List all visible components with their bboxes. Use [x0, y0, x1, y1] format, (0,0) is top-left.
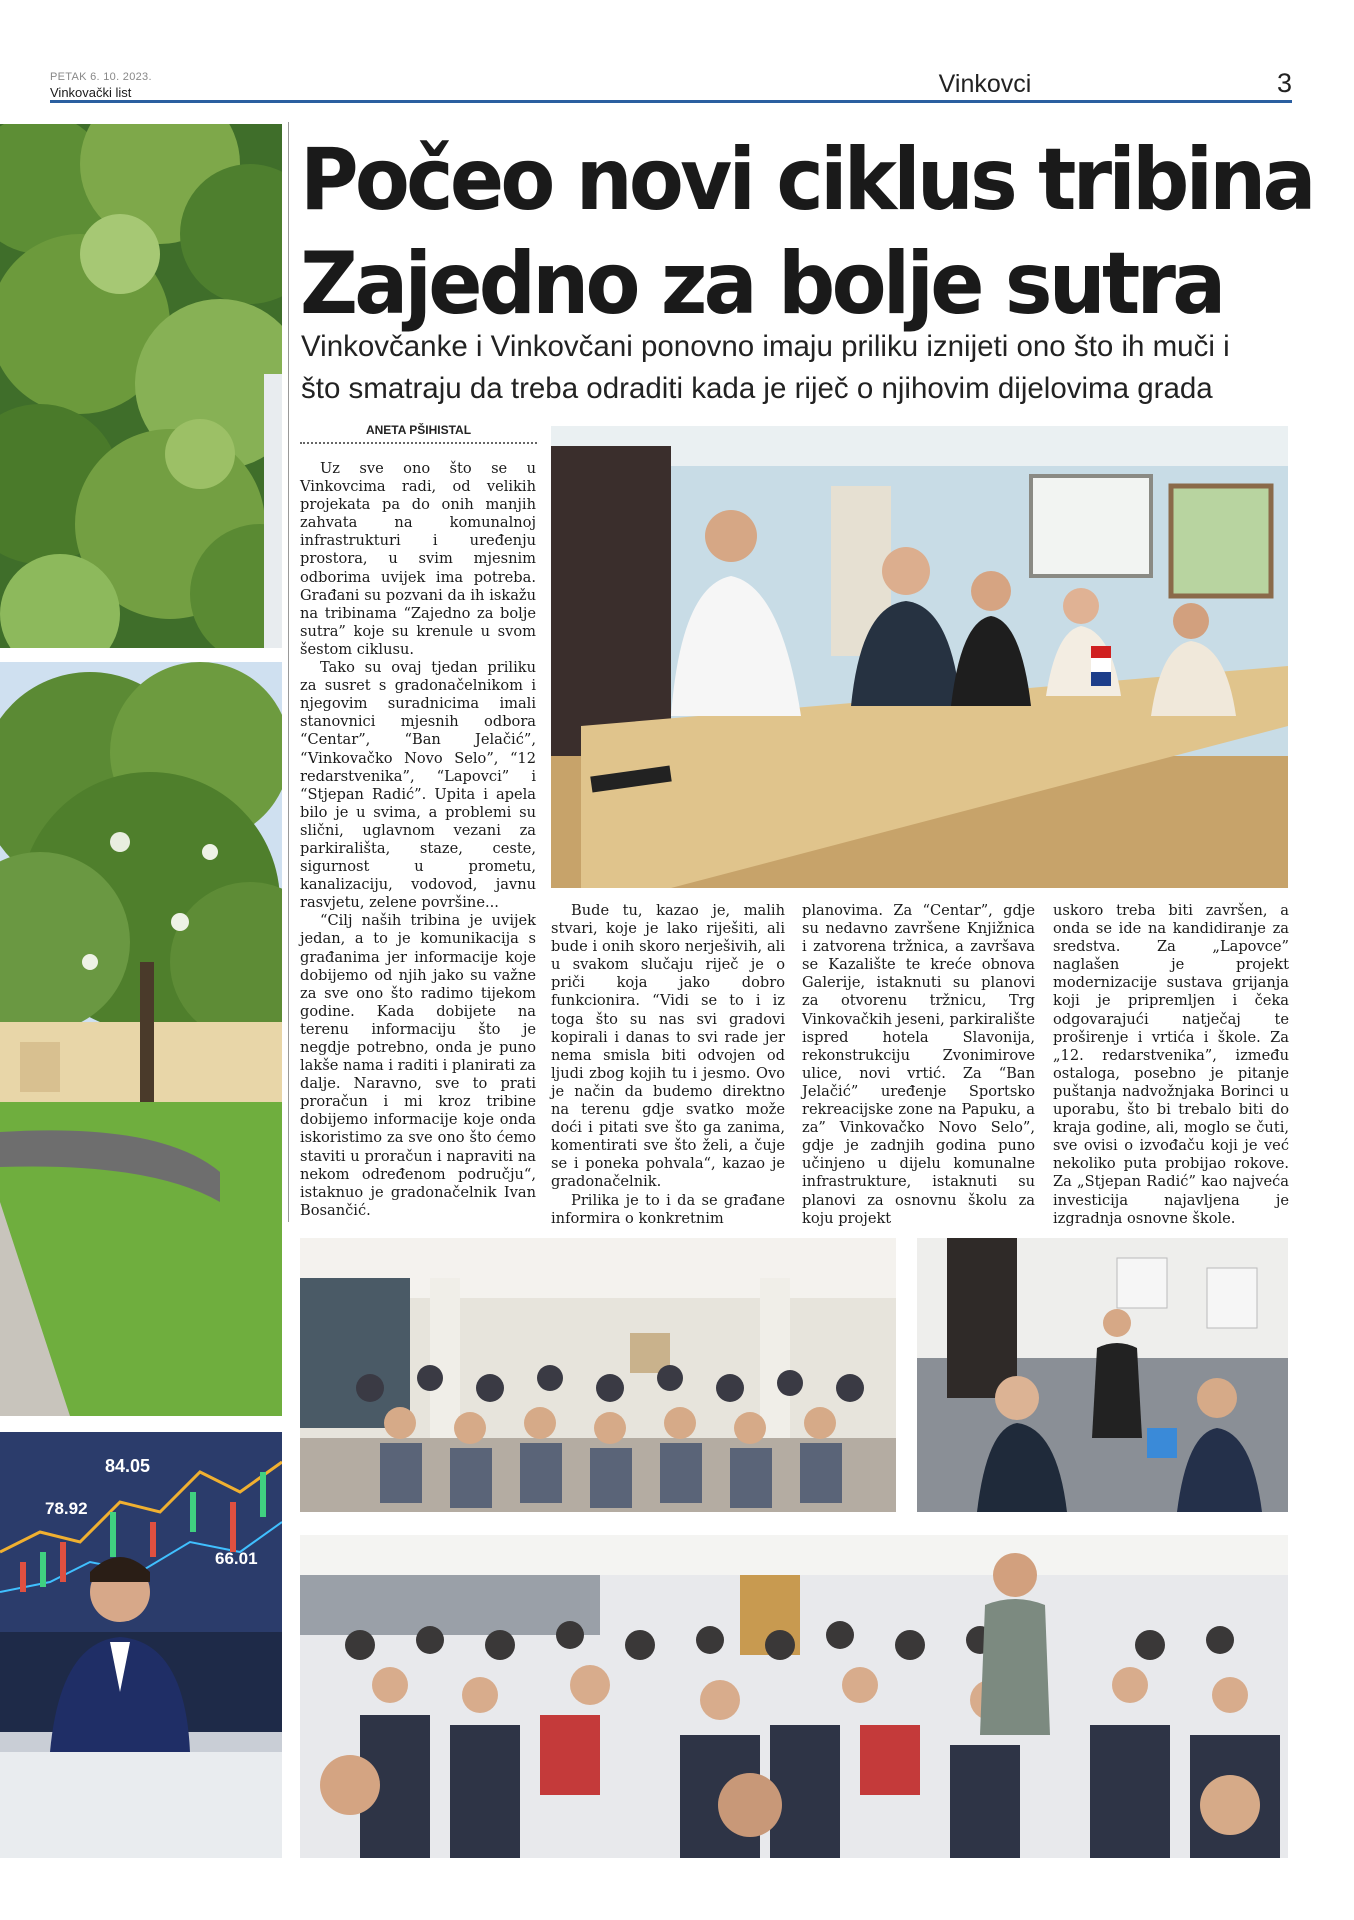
article-subheadline: [301, 326, 1291, 410]
subhead-line-2: što smatraju da treba odraditi kada je riječ o njihovim dijelovima grada: [301, 372, 1213, 405]
paragraph-5-start: Prilika je to i da se građane informira o konkretnim: [551, 1191, 785, 1227]
sidebar-photo-tv-ad: [0, 1432, 282, 1858]
sidebar-photo-trees: [0, 124, 282, 648]
article-column-2: [551, 902, 785, 1228]
photo-panel-speakers: [551, 426, 1288, 888]
article-column-3: [802, 902, 1035, 1228]
byline-dotted-rule: [300, 442, 537, 444]
ticker-value-3: 66.01: [215, 1549, 258, 1568]
paragraph-4: Bude tu, kazao je, malih stvari, koje je lako riješiti, ali bude i onih skoro nerješivih, ali u svakom slučaju riječ je o priči koja jako dobro funkcionira. “Vidi se to i iz toga što su nas svi gradovi kopirali i danas to svi rade jer nema smisla biti odvojen od ljudi zbog kojih tu i jesmo. Ovo je način da budemo direktno na terenu gdje svatko može doći i pitati sve što ga zanima, komentirati sve što želi, a čuje se i poneka pohvala“, kazao je gradonačelnik.: [551, 902, 785, 1191]
newspaper-name: Vinkovački list: [50, 85, 132, 100]
article-headline: [300, 128, 1313, 336]
photo-audience-speaker-standing: [917, 1238, 1288, 1512]
paragraph-5-cont: planovima. Za “Centar”, gdje su nedavno završene Knjižnica i zatvorena tržnica, a završava se Kazalište te kreće obnova Galerije, istaknuti su planovi za otvorenu tržnicu, Trg Vinkovačkih jeseni, parkiralište ispred hotela Slavonija, rekonstrukciju Zvonimirove ulice, novi vrtić. Za “Ban Jelačić” uređenje Sportsko rekreacijske zone na Papuku, a za” Vinkovačko Novo Selo”, gdje je zadnjih godina puno učinjeno u dijelu komunalne infrastrukture, istaknuti su planovi za osnovnu školu za koju projekt: [802, 902, 1035, 1227]
paragraph-5-end: uskoro treba biti završen, a onda se ide na kandidiranje za sredstva. Za „Lapovce” naglašen je projekt modernizacije sustava grijanja koji je pripremljen i čeka odgovarajući natječaj te proširenje i vrtića i škole. Za „12. redarstvenika”, između ostaloga, posebno je pitanje puštanja nadvožnjaka Borinci u uporabu, što bi trebalo biti do kraja godine, ali, moglo se čuti, sve ovisi o izvođaču koji je već nekoliko puta probijao rokove. Za „Stjepan Radić” kao najveća investicija najavljena je izgradnja osnovne škole.: [1053, 902, 1289, 1227]
paragraph-2: Tako su ovaj tjedan priliku za susret s gradonačelnikom i njegovim suradnicima imali stanovnici mjesnih odbora “Centar”, “Ban Jelačić”, “Vinkovačko Novo Selo”, “12 redarstvenika”, “Lapovci” i “Stjepan Radić”. Upita i apela bilo je u svima, a problemi su slični, uglavnom vezani za parkirališta, staze, ceste, sigurnost u prometu, kanalizaciju, vodovod, javnu rasvjetu, zelene površine...: [300, 659, 536, 912]
headline-line-1: Počeo novi ciklus tribina: [300, 130, 1313, 230]
author-byline: ANETA PŠIHISTAL: [365, 423, 472, 437]
header-rule: [50, 100, 1292, 103]
paragraph-3: “Cilj naših tribina je uvijek jedan, a to je komunikacija s građanima jer informacije koje dobijemo od njih jako su važne za sve ono što radimo tijekom godine. Kada dobijete na terenu informaciju što je negdje potrebno, onda je puno lakše nama i raditi i planirati za dalje. Naravno, sve to prati proračun i mi kroz tribine dobijemo informacije koje onda iskoristimo za sve ono što ćemo staviti u proračun i napraviti na nekom određenom području“, istaknuo je gradonačelnik Ivan Bosančić.: [300, 912, 536, 1219]
photo-audience-hall: [300, 1238, 896, 1512]
sidebar-photo-park: [0, 662, 282, 1416]
headline-line-2: Zajedno za bolje sutra: [300, 234, 1223, 334]
article-column-4: [1053, 902, 1289, 1228]
page-number: 3: [1276, 68, 1292, 98]
ticker-value-1: 84.05: [105, 1456, 151, 1476]
paragraph-1: Uz sve ono što se u Vinkovcima radi, od velikih projekata pa do onih manjih zahvata na komunalnoj infrastrukturi i uređenju prostora, u svim mjesnim odborima uvijek ima potreba. Građani su pozvani da ih iskažu na tribinama “Zajedno za bolje sutra” koje su krenule u svom šestom ciklusu.: [300, 460, 536, 658]
subhead-line-1: Vinkovčanke i Vinkovčani ponovno imaju priliku iznijeti ono što ih muči i: [301, 330, 1230, 363]
photo-audience-crowd: [300, 1535, 1288, 1858]
issue-date: PETAK 6. 10. 2023.: [50, 71, 152, 83]
ticker-value-2: 78.92: [45, 1499, 88, 1518]
column-divider: [288, 122, 289, 1222]
article-column-1: [300, 460, 536, 1220]
section-name: Vinkovci: [938, 70, 1032, 98]
